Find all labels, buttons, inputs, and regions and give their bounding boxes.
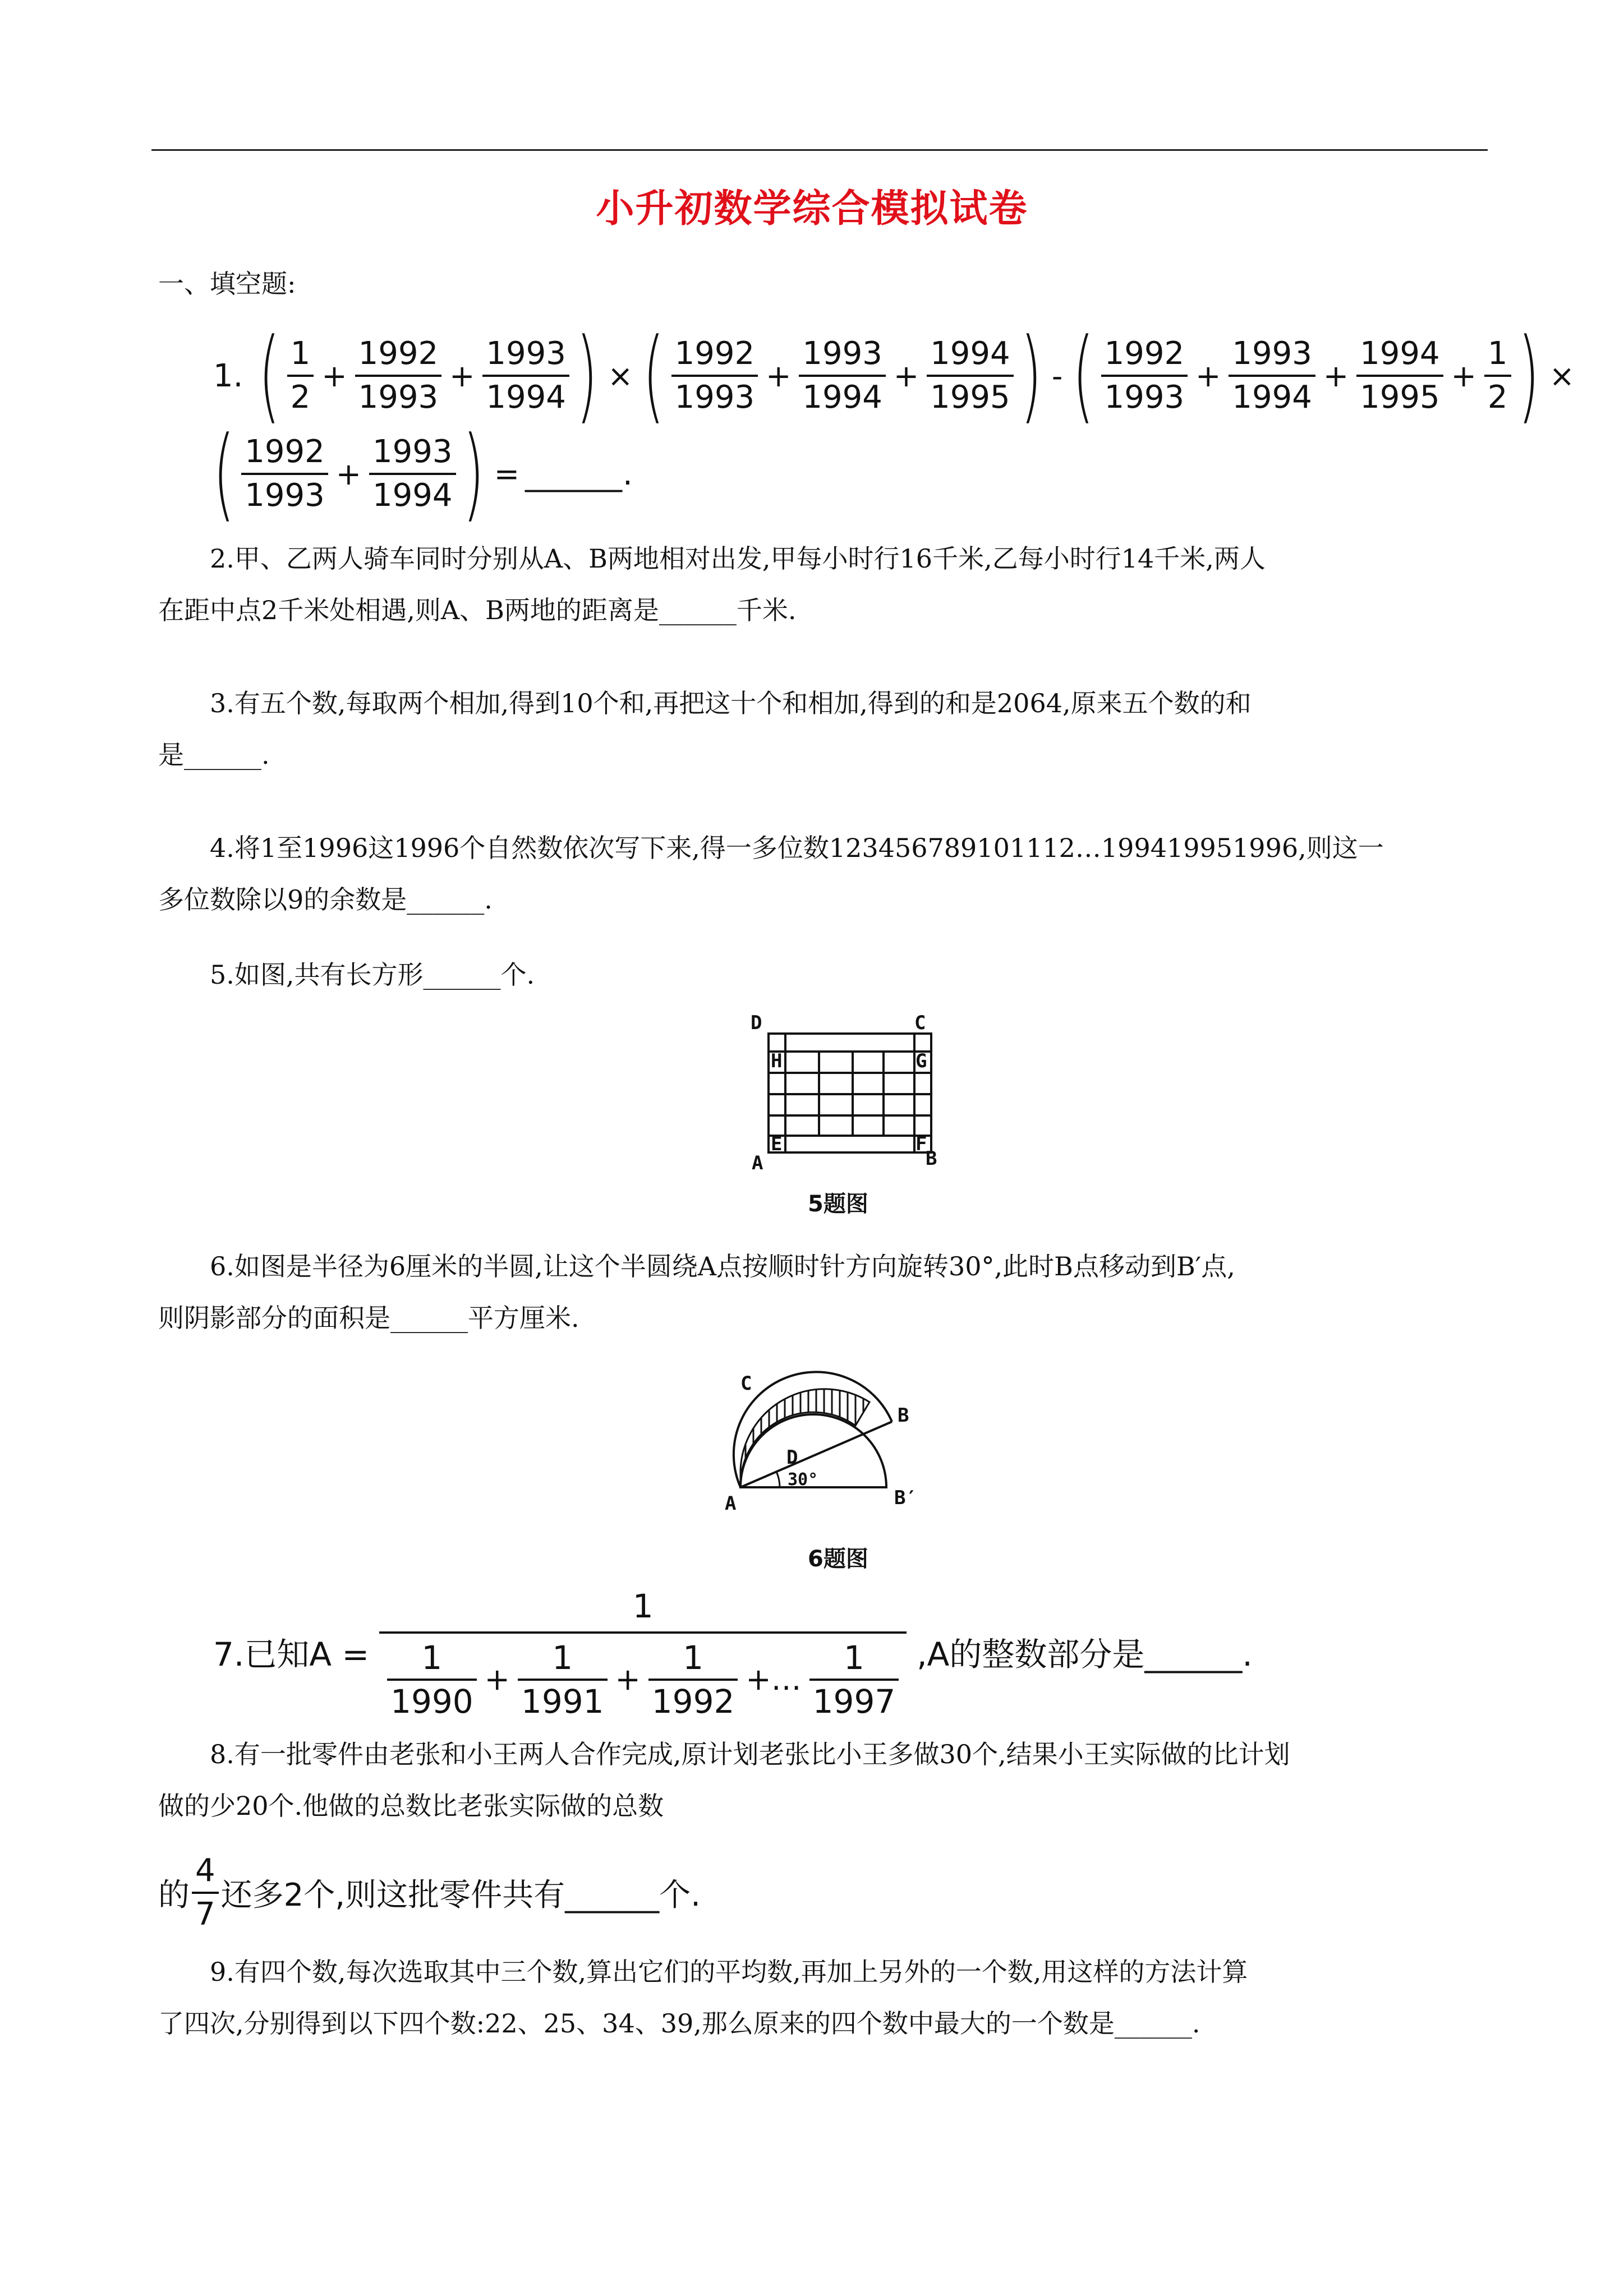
paren-open: ( — [643, 317, 665, 434]
fraction: $\frac{1994}{1995}$ — [1356, 333, 1443, 418]
question-8: 8.有一批零件由老张和小王两人合作完成,原计划老张比小王多做30个,结果小王实际做的比计划 做的少20个.他做的总数比老张实际做的总数 — [158, 1739, 1290, 1821]
big-fraction: 1 $\frac{1}{1990}$ + $\frac{1}{1991}$ + $\frac{1}{1992}$ +… $\frac{1}{1997}$ — [379, 1581, 907, 1722]
fraction: $\frac{1992}{1993}$ — [1101, 333, 1188, 418]
label-B-prime: B′ — [894, 1487, 917, 1509]
angle-label: 30° — [788, 1470, 818, 1490]
label-H: H — [771, 1050, 783, 1072]
fraction: $\frac{1993}{1994}$ — [1229, 333, 1315, 418]
paren-close: ) — [576, 317, 598, 434]
fraction: $\frac{1993}{1994}$ — [799, 333, 886, 418]
paren-open: ( — [259, 317, 280, 434]
paren-close: ) — [462, 415, 484, 532]
label-C: C — [740, 1372, 752, 1395]
label-A: A — [752, 1152, 763, 1169]
fraction: $\frac{1}{2}$ — [1484, 333, 1511, 418]
label-F: F — [915, 1133, 927, 1155]
fraction: $\frac{1992}{1993}$ — [355, 333, 442, 418]
figure-6-caption: 6题图 — [808, 1546, 868, 1572]
figure-5-caption: 5题图 — [808, 1191, 868, 1217]
question-8-line3: 的 $\frac{4}{7}$ 还多2个,则这批零件共有______个. — [158, 1851, 701, 1935]
top-rule — [151, 149, 1488, 151]
answer-blank: ______. — [525, 455, 633, 492]
question-7 — [213, 1587, 1253, 1721]
label-B: B — [898, 1404, 909, 1427]
semicircle-figure — [718, 1368, 954, 1514]
question-2: 2.甲、乙两人骑车同时分别从A、B两地相对出发,甲每小时行16千米,乙每小时行14千米,两人 在距中点2千米处相遇,则A、B两地的距离是______千米. — [158, 543, 1266, 625]
label-B: B — [926, 1147, 937, 1169]
q1-expression-row2: ( $\frac{1992}{1993}$ + $\frac{1993}{1994}$ ) = ______. — [213, 415, 633, 532]
paren-open: ( — [1073, 317, 1094, 434]
fraction: $\frac{1993}{1994}$ — [369, 431, 456, 517]
q7-prefix: 7.已知A = — [213, 1635, 370, 1673]
paren-open: ( — [213, 415, 235, 532]
paren-close: ) — [1517, 317, 1539, 434]
page-title: 小升初数学综合模拟试卷 — [596, 187, 1028, 231]
fraction-4-7: $\frac{4}{7}$ — [192, 1850, 219, 1935]
fraction: $\frac{1992}{1993}$ — [671, 333, 758, 418]
paren-close: ) — [1020, 317, 1042, 434]
rectangle-grid-figure — [746, 1012, 948, 1169]
fraction: $\frac{1993}{1994}$ — [482, 333, 569, 418]
q7-suffix: ,A的整数部分是______. — [917, 1635, 1253, 1673]
label-C: C — [914, 1012, 926, 1034]
question-4: 4.将1至1996这1996个自然数依次写下来,得一多位数123456789101112…199419951996,则这一 多位数除以9的余数是______. — [158, 833, 1384, 915]
question-3: 3.有五个数,每取两个相加,得到10个和,再把这十个和相加,得到的和是2064,原来五个数的和 是______. — [158, 688, 1252, 770]
label-D: D — [786, 1446, 798, 1469]
fraction: $\frac{1}{2}$ — [287, 333, 314, 418]
label-A: A — [725, 1492, 737, 1514]
label-G: G — [915, 1050, 927, 1072]
label-D: D — [751, 1012, 762, 1034]
section-heading: 一、填空题: — [158, 269, 296, 299]
fraction: $\frac{1992}{1993}$ — [241, 431, 328, 517]
q1-label: 1. — [213, 357, 243, 394]
question-5: 5.如图,共有长方形______个. — [210, 960, 535, 990]
question-6: 6.如图是半径为6厘米的半圆,让这个半圆绕A点按顺时针方向旋转30°,此时B点移动到B′点, 则阴影部分的面积是______平方厘米. — [158, 1251, 1235, 1333]
label-E: E — [771, 1133, 783, 1155]
fraction: $\frac{1994}{1995}$ — [927, 333, 1014, 418]
question-9: 9.有四个数,每次选取其中三个数,算出它们的平均数,再加上另外的一个数,用这样的方法计算 了四次,分别得到以下四个数:22、25、34、39,那么原来的四个数中最大的一个数是______. — [158, 1957, 1248, 2039]
q1-expression-row1: 1. ( $\frac{1}{2}$ + $\frac{1992}{1993}$ + $\frac{1993}{1994}$ ) × ( $\frac{1992}{1993}$ + $\frac{1993}{1994}$ + $\frac{1994}{1995}$ ) - ( $\frac{1992}{1993}$ + $\frac{1993}{1994}$ + $\frac{1994}{1995}$ + $\frac{1}{2}$ ) × — [213, 317, 1575, 434]
